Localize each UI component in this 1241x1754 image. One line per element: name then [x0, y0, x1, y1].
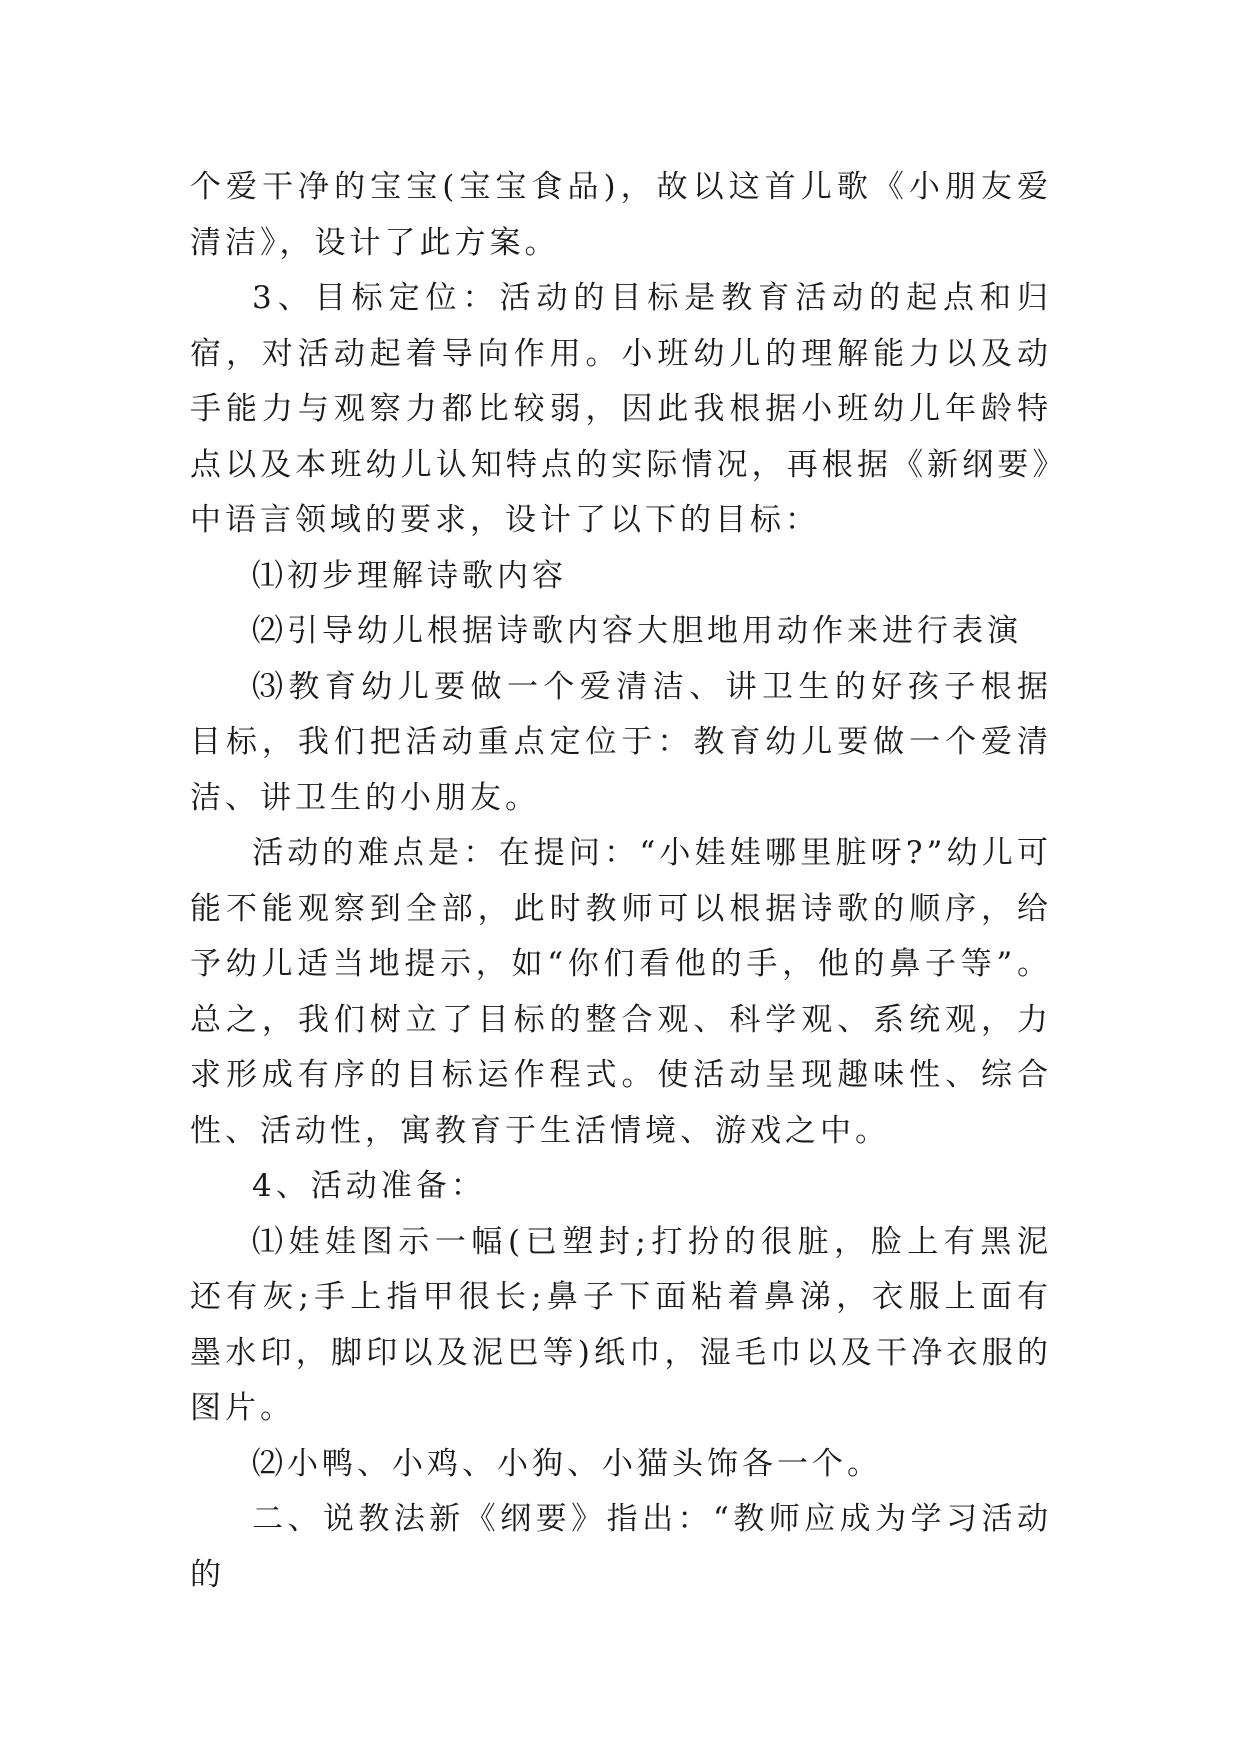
paragraph-continuation: 个爱干净的宝宝(宝宝食品)，故以这首儿歌《小朋友爱清洁》，设计了此方案。 — [190, 169, 1052, 261]
list-item-preparation-1: ⑴娃娃图示一幅(已塑封;打扮的很脏，脸上有黑泥还有灰;手上指甲很长;鼻子下面粘着鼻涕，衣服上面有墨水印，脚印以及泥巴等)纸巾，湿毛巾以及干净衣服的图片。 — [190, 1223, 1052, 1426]
list-item-preparation-2: ⑵小鸭、小鸡、小狗、小猫头饰各一个。 — [252, 1445, 882, 1482]
paragraph-difficulty: 活动的难点是：在提问：“小娃娃哪里脏呀?”幼儿可能不能观察到全部，此时教师可以根据诗歌的顺序，给予幼儿适当地提示，如“你们看他的手，他的鼻子等”。总之，我们树立了目标的整合观、科学观、系统观，力求形成有序的目标运作程式。使活动呈现趣味性、综合性、活动性，寓教育于生活情境、游戏之中。 — [190, 835, 1052, 1149]
document-body — [190, 160, 1052, 1603]
paragraph-goal-positioning: 3、目标定位：活动的目标是教育活动的起点和归宿，对活动起着导向作用。小班幼儿的理解能力以及动手能力与观察力都比较弱，因此我根据小班幼儿年龄特点以及本班幼儿认知特点的实际情况，再根据《新纲要》中语言领域的要求，设计了以下的目标： — [190, 280, 1052, 538]
section-heading-teaching-method: 二、说教法新《纲要》指出：“教师应成为学习活动的 — [190, 1501, 1052, 1593]
list-item-goal-2: ⑵引导幼儿根据诗歌内容大胆地用动作来进行表演 — [252, 613, 1022, 649]
list-item-goal-3: ⑶教育幼儿要做一个爱清洁、讲卫生的好孩子根据目标，我们把活动重点定位于：教育幼儿要做一个爱清洁、讲卫生的小朋友。 — [190, 668, 1052, 816]
section-heading-preparation: 4、活动准备： — [252, 1168, 486, 1204]
list-item-goal-1: ⑴初步理解诗歌内容 — [252, 557, 567, 594]
